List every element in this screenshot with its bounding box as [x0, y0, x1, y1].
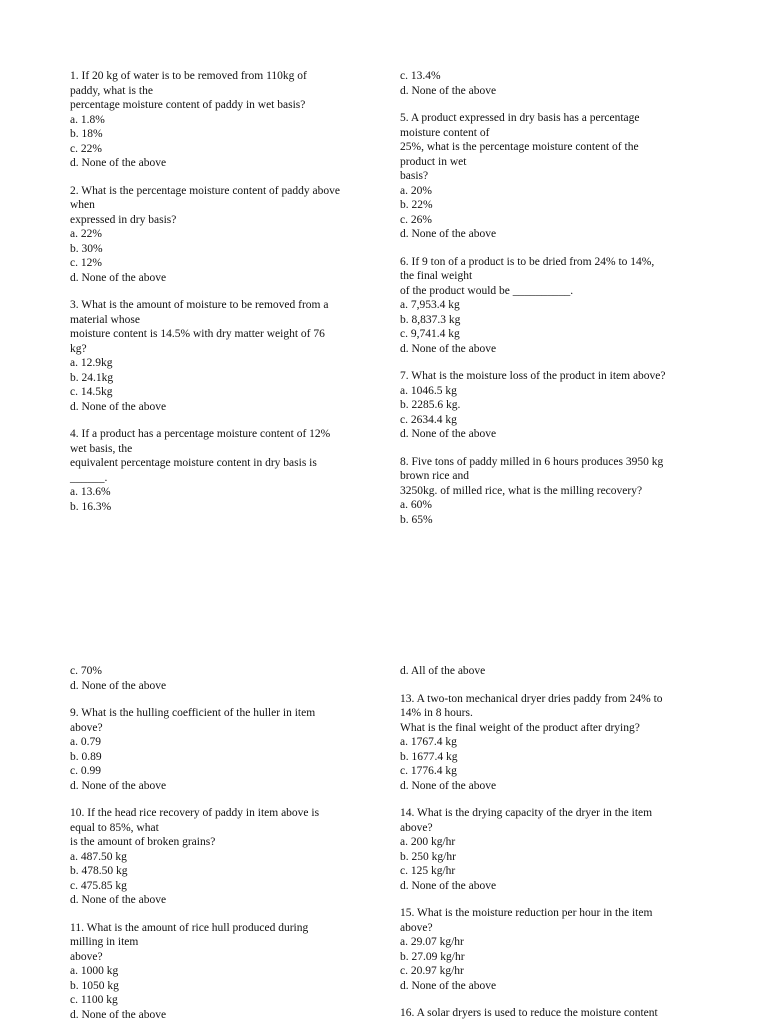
question-line: 8. Five tons of paddy milled in 6 hours produces 3950 kg — [400, 455, 664, 468]
question-line: b. 478.50 kg — [70, 865, 128, 877]
question-line: d. None of the above — [70, 271, 167, 284]
question-block — [400, 69, 700, 98]
question-line: b. 1050 kg — [70, 979, 119, 992]
question-line: the final weight — [400, 270, 473, 282]
question-line: d. None of the above — [400, 979, 497, 992]
question-line: a. 0.79 — [70, 736, 101, 748]
question-line: 11. What is the amount of rice hull produced during — [70, 921, 309, 934]
question-line: of the product would be __________. — [400, 284, 574, 297]
bottom-left-column — [70, 664, 370, 1035]
question-block — [400, 806, 700, 893]
question-block — [400, 111, 700, 242]
question-line: c. 9,741.4 kg — [400, 328, 460, 340]
question-line: c. 13.4% — [400, 70, 441, 82]
question-line: c. 12% — [70, 257, 102, 269]
question-line: c. 20.97 kg/hr — [400, 965, 464, 977]
question-line: moisture content is 14.5% with dry matter weight of 76 — [70, 328, 325, 340]
question-block — [400, 455, 700, 528]
top-right-column — [400, 69, 700, 540]
question-line: b. 22% — [400, 199, 433, 211]
question-line: 2. What is the percentage moisture content of paddy above — [70, 184, 340, 197]
question-line: paddy, what is the — [70, 84, 153, 97]
question-line: d. None of the above — [70, 679, 167, 692]
question-line: above? — [70, 721, 103, 734]
question-line: c. 475.85 kg — [70, 879, 127, 892]
question-block — [400, 692, 700, 794]
question-line: a. 1000 kg — [70, 965, 119, 977]
question-line: brown rice and — [400, 470, 469, 482]
question-line: ______. — [70, 471, 108, 484]
question-block — [70, 806, 370, 908]
question-line: 10. If the head rice recovery of paddy in item above is — [70, 807, 320, 819]
question-line: d. None of the above — [70, 157, 167, 169]
question-block — [70, 921, 370, 1023]
question-line: d. None of the above — [70, 779, 167, 792]
question-block — [70, 706, 370, 793]
question-line: 5. A product expressed in dry basis has a percentage — [400, 112, 640, 124]
question-line: 7. What is the moisture loss of the product in item above? — [400, 370, 666, 382]
question-line: d. None of the above — [70, 894, 167, 906]
question-line: material whose — [70, 313, 140, 326]
question-line: a. 13.6% — [70, 486, 111, 498]
question-line: 9. What is the hulling coefficient of the huller in item — [70, 707, 316, 719]
question-line: a. 29.07 kg/hr — [400, 936, 464, 948]
question-line: above? — [400, 921, 433, 934]
question-line: c. 125 kg/hr — [400, 865, 456, 877]
question-line: c. 0.99 — [70, 765, 101, 777]
question-line: 3. What is the amount of moisture to be removed from a — [70, 299, 329, 311]
question-line: expressed in dry basis? — [70, 213, 177, 226]
question-line: a. 1767.4 kg — [400, 736, 457, 748]
question-block — [70, 427, 370, 514]
question-line: c. 70% — [70, 665, 102, 677]
question-line: 14% in 8 hours. — [400, 707, 473, 719]
question-line: b. 65% — [400, 513, 433, 526]
bottom-right-column — [400, 664, 700, 1034]
question-line: moisture content of — [400, 126, 490, 139]
question-block — [70, 298, 370, 414]
question-line: b. 30% — [70, 242, 103, 255]
question-line: a. 1046.5 kg — [400, 384, 457, 397]
question-line: b. 24.1kg — [70, 371, 114, 384]
question-block — [400, 255, 700, 357]
question-block — [70, 184, 370, 286]
question-line: basis? — [400, 170, 429, 182]
question-line: product in wet — [400, 155, 467, 168]
question-line: c. 26% — [400, 213, 432, 226]
question-line: 15. What is the moisture reduction per hour in the item — [400, 907, 653, 919]
question-line: wet basis, the — [70, 442, 133, 455]
question-line: d. None of the above — [400, 779, 497, 792]
question-line: d. None of the above — [400, 428, 497, 440]
question-line: 6. If 9 ton of a product is to be dried from 24% to 14%, — [400, 255, 655, 268]
question-line: percentage moisture content of paddy in wet basis? — [70, 99, 306, 111]
question-line: equivalent percentage moisture content in dry basis is — [70, 457, 317, 469]
question-line: 1. If 20 kg of water is to be removed from 110kg of — [70, 70, 307, 82]
question-line: d. None of the above — [400, 84, 497, 97]
top-left-column — [70, 69, 370, 527]
question-line: d. None of the above — [400, 342, 497, 355]
question-line: above? — [70, 950, 103, 963]
question-block — [400, 906, 700, 993]
question-line: d. None of the above — [70, 400, 167, 413]
question-line: a. 22% — [70, 228, 102, 240]
question-block — [400, 369, 700, 442]
question-line: when — [70, 199, 95, 211]
question-block — [70, 69, 370, 171]
question-line: c. 1776.4 kg — [400, 765, 457, 777]
question-line: equal to 85%, what — [70, 821, 159, 834]
question-line: 14. What is the drying capacity of the dryer in the item — [400, 807, 653, 819]
question-block — [400, 1006, 700, 1021]
question-line: b. 2285.6 kg. — [400, 399, 461, 411]
question-line: a. 200 kg/hr — [400, 836, 456, 848]
question-line: c. 1100 kg — [70, 994, 118, 1006]
question-line: b. 250 kg/hr — [400, 850, 456, 863]
question-line: a. 487.50 kg — [70, 850, 127, 863]
question-line: above? — [400, 821, 433, 834]
question-block — [400, 664, 700, 679]
question-line: b. 18% — [70, 128, 103, 140]
question-line: 3250kg. of milled rice, what is the milling recovery? — [400, 484, 643, 497]
question-line: d. None of the above — [70, 1008, 167, 1021]
question-line: a. 20% — [400, 184, 432, 197]
question-line: 13. A two-ton mechanical dryer dries paddy from 24% to — [400, 692, 663, 705]
question-line: 16. A solar dryers is used to reduce the moisture content — [400, 1007, 658, 1019]
question-line: d. None of the above — [400, 879, 497, 892]
question-block — [70, 664, 370, 693]
question-line: milling in item — [70, 936, 139, 948]
question-line: a. 12.9kg — [70, 357, 113, 369]
question-line: a. 1.8% — [70, 113, 105, 126]
question-line: d. All of the above — [400, 665, 486, 677]
question-line: What is the final weight of the product after drying? — [400, 721, 640, 734]
question-line: a. 60% — [400, 499, 432, 511]
question-line: b. 27.09 kg/hr — [400, 950, 465, 963]
question-line: kg? — [70, 342, 87, 355]
question-line: d. None of the above — [400, 228, 497, 240]
question-line: b. 0.89 — [70, 750, 102, 763]
question-line: a. 7,953.4 kg — [400, 299, 460, 311]
question-line: 25%, what is the percentage moisture content of the — [400, 141, 639, 153]
question-line: is the amount of broken grains? — [70, 836, 216, 848]
question-line: 4. If a product has a percentage moisture content of 12% — [70, 428, 331, 440]
question-line: c. 2634.4 kg — [400, 413, 457, 426]
question-line: b. 1677.4 kg — [400, 750, 458, 763]
question-line: c. 22% — [70, 142, 102, 155]
question-line: c. 14.5kg — [70, 386, 113, 398]
question-line: b. 8,837.3 kg — [400, 313, 461, 326]
question-line: b. 16.3% — [70, 500, 112, 513]
